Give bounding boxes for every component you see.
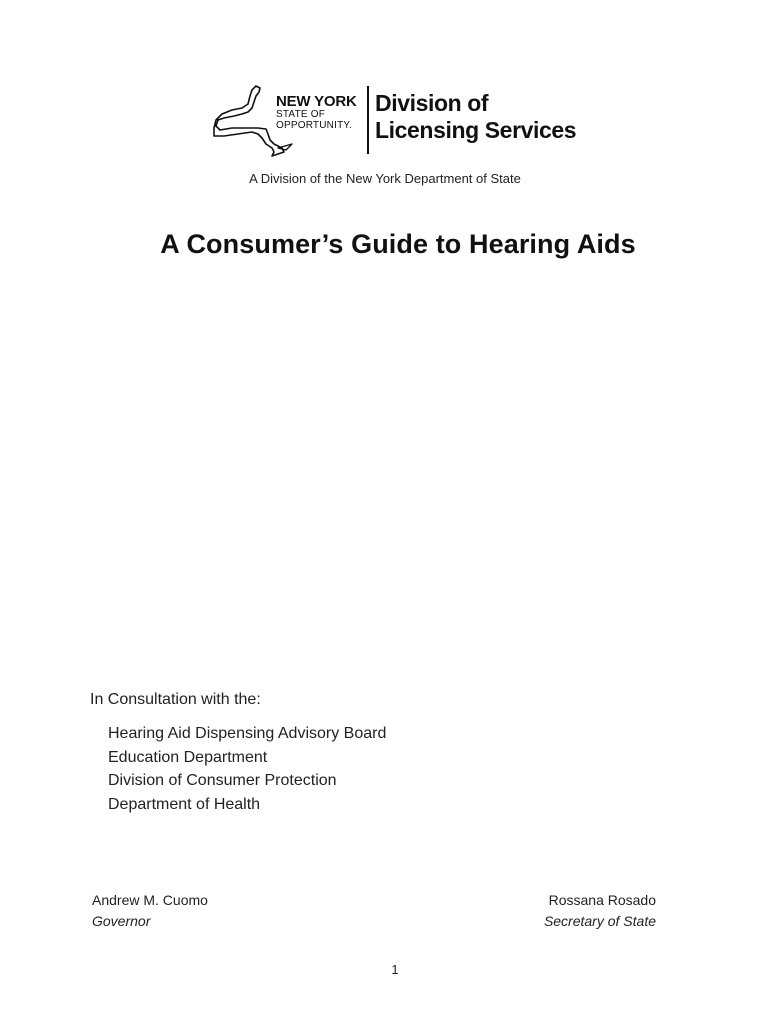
- nys-dls-logo: [212, 82, 582, 158]
- logo-ny-sub1: STATE OF: [276, 109, 326, 120]
- list-item: Division of Consumer Protection: [108, 772, 337, 789]
- logo-division-line2: Licensing Services: [375, 117, 577, 143]
- list-item: Hearing Aid Dispensing Advisory Board: [108, 725, 387, 742]
- signatory-name: Rossana Rosado: [548, 892, 656, 908]
- consultation-heading: In Consultation with the:: [90, 691, 261, 708]
- logo-ny-sub2: OPPORTUNITY.: [276, 120, 352, 131]
- consultation-list: [108, 722, 386, 816]
- list-item: Education Department: [108, 748, 268, 766]
- page-number: 1: [391, 962, 399, 977]
- list-item: Department of Health: [108, 795, 261, 813]
- logo-divider: [367, 86, 369, 154]
- signatory-name: Andrew M. Cuomo: [92, 892, 208, 908]
- signatory-title: Secretary of State: [543, 913, 656, 929]
- signatory-governor: [92, 890, 208, 932]
- logo-division-line1: Division of: [375, 90, 489, 116]
- signatory-title: Governor: [92, 913, 151, 929]
- logo-ny-wordmark: [276, 94, 357, 131]
- logo-ny-main: NEW YORK: [276, 93, 357, 110]
- logo-division-name: [375, 90, 576, 144]
- signatory-secretary: [544, 890, 656, 932]
- page-title: A Consumer’s Guide to Hearing Aids: [160, 229, 636, 259]
- subheading: A Division of the New York Department of State: [249, 171, 521, 186]
